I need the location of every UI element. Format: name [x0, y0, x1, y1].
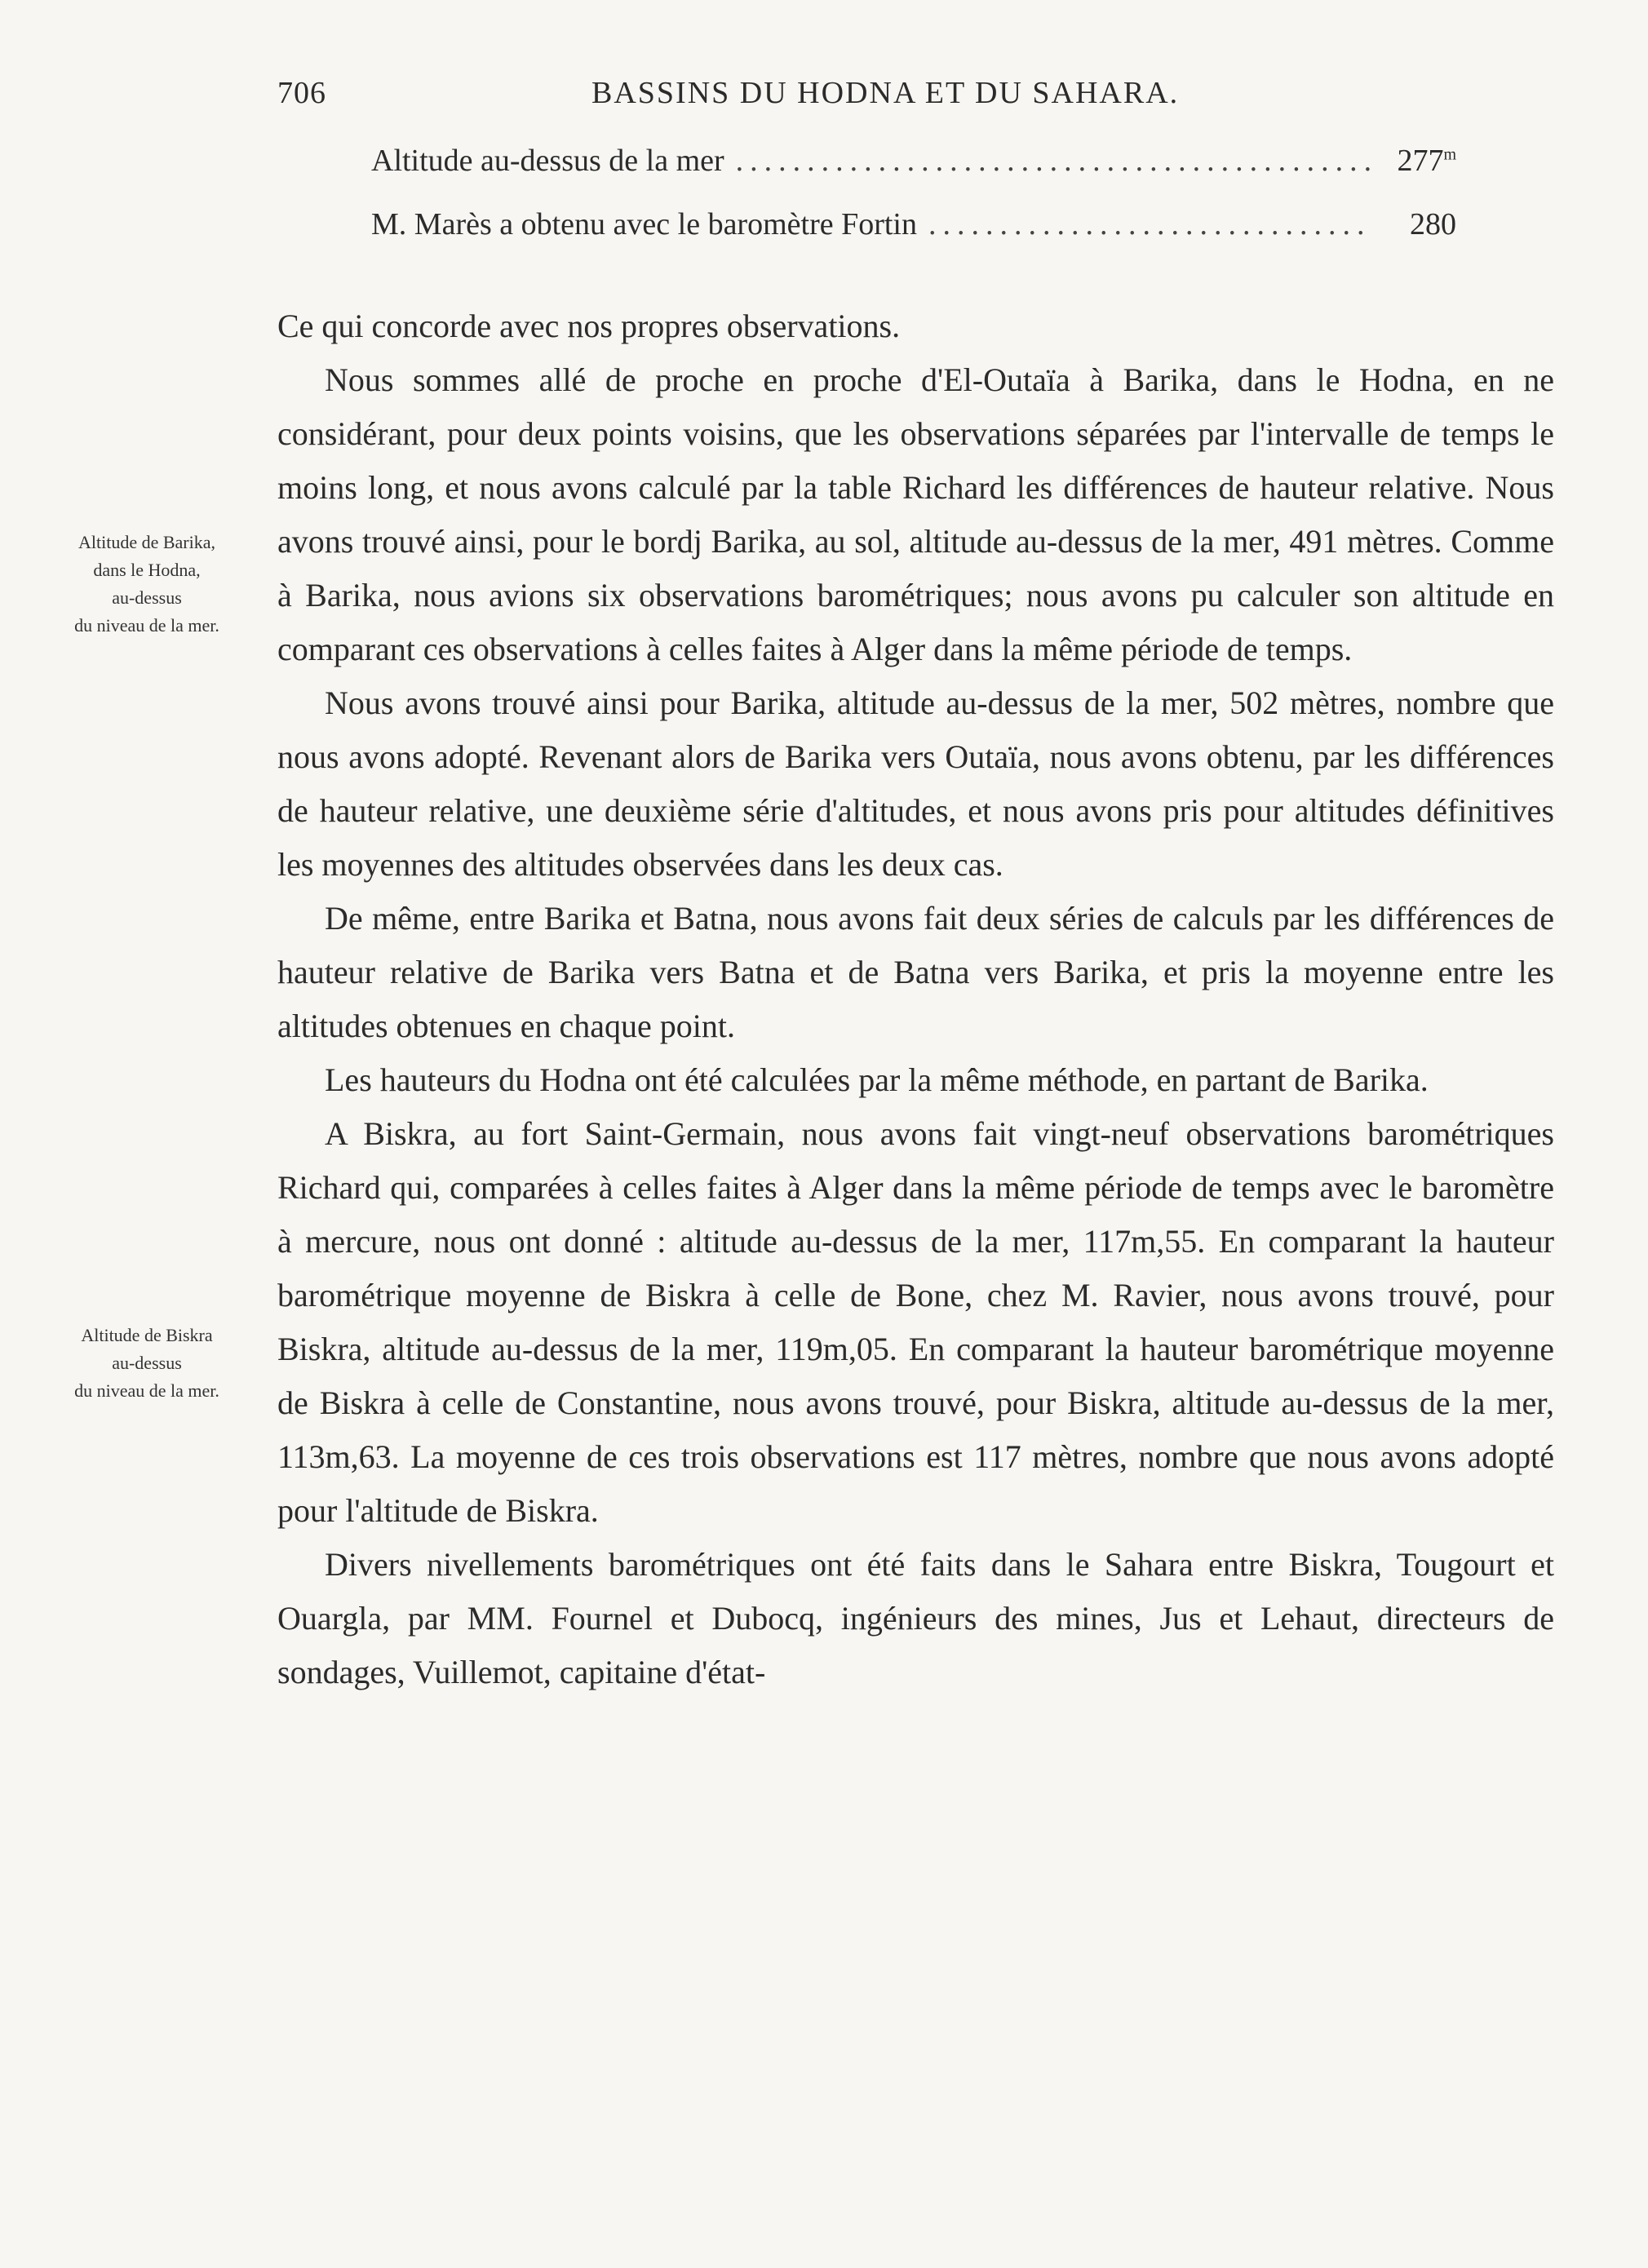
page-number: 706	[277, 76, 326, 110]
margin-note-biskra: Altitude de Biskra au-dessus du niveau de la mer.	[74, 1325, 219, 1401]
fortin-value: 280	[1410, 207, 1456, 241]
dot-leader	[736, 143, 1371, 179]
paragraph: Divers nivellements barométriques ont été faits dans le Sahara entre Biskra, Tougourt et Ouargla, par MM. Fournel et Dubocq, ingénieurs des mines, Jus et Lehaut, directeurs de sondages, Vuillemot, capitaine d'état-	[277, 1546, 1554, 1690]
margin-note-barika: Altitude de Barika, dans le Hodna, au-dessus du niveau de la mer.	[74, 532, 219, 636]
running-title: BASSINS DU HODNA ET DU SAHARA.	[591, 76, 1180, 110]
paragraph: Ce qui concorde avec nos propres observations.	[277, 308, 901, 344]
body-text	[277, 299, 1554, 1699]
paragraph: Nous avons trouvé ainsi pour Barika, altitude au-dessus de la mer, 502 mètres, nombre que nous avons adopté. Revenant alors de Barika vers Outaïa, nous avons obtenu, par les différences de hauteur relative, une deuxième série d'altitudes, et nous avons pris pour altitudes définitives les moyennes des altitudes observées dans les deux cas.	[277, 684, 1554, 883]
fortin-line	[371, 206, 1456, 242]
paragraph: Nous sommes allé de proche en proche d'El-Outaïa à Barika, dans le Hodna, en ne considérant, pour deux points voisins, que les observations séparées par l'intervalle de temps le moins long, et nous avons calculé par la table Richard les différences de hauteur relative. Nous avons trouvé ainsi, pour le bordj Barika, au sol, altitude au-dessus de la mer, 491 mètres. Comme à Barika, nous avions six observations barométriques; nous avons pu calculer son altitude en comparant ces observations à celles faites à Alger dans la même période de temps.	[277, 361, 1554, 667]
altitude-label: Altitude au-dessus de la mer	[371, 144, 724, 178]
paragraph: Les hauteurs du Hodna ont été calculées par la même méthode, en partant de Barika.	[325, 1061, 1429, 1098]
page-header	[277, 75, 1550, 124]
altitude-value: 277$^m$	[1397, 144, 1456, 178]
altitude-line	[371, 143, 1456, 179]
paragraph: De même, entre Barika et Batna, nous avons fait deux séries de calculs par les différences de hauteur relative de Barika vers Batna et de Batna vers Barika, et pris la moyenne entre les altitudes obtenues en chaque point.	[277, 900, 1554, 1044]
dot-leader	[928, 206, 1371, 242]
paragraph: A Biskra, au fort Saint-Germain, nous avons fait vingt-neuf observations barométriques Richard qui, comparées à celles faites à Alger dans la même période de temps avec le baromètre à mercure, nous ont donné : altitude au-dessus de la mer, 117m,55. En comparant la hauteur barométrique moyenne de Biskra à celle de Bone, chez M. Ravier, nous avons trouvé, pour Biskra, altitude au-dessus de la mer, 119m,05. En comparant la hauteur barométrique moyenne de Biskra à celle de Constantine, nous avons trouvé, pour Biskra, altitude au-dessus de la mer, 113m,63. La moyenne de ces trois observations est 117 mètres, nombre que nous avons adopté pour l'altitude de Biskra.	[277, 1115, 1554, 1529]
fortin-label: M. Marès a obtenu avec le baromètre Fortin	[371, 207, 917, 241]
